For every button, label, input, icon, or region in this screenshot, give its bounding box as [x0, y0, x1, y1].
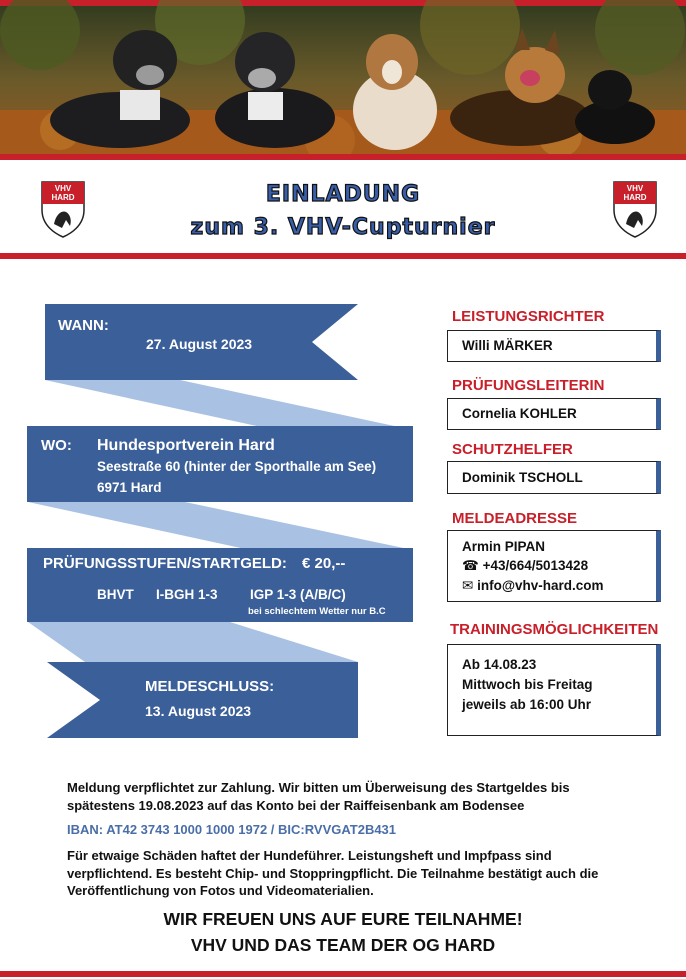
meldeschluss-value: 13. August 2023: [145, 703, 252, 719]
wann-label: WANN:: [58, 317, 109, 334]
training-line3: jeweils ab 16:00 Uhr: [462, 697, 592, 712]
meldeadresse-name: Armin PIPAN: [462, 539, 546, 554]
title-einladung: EINLADUNG: [265, 182, 421, 207]
leistungsrichter-box: [447, 330, 661, 362]
wo-label: WO:: [41, 437, 72, 454]
training-box: [447, 644, 661, 736]
crest-text-hard: HARD: [51, 193, 75, 202]
wo-line2: Seestraße 60 (hinter der Sporthalle am See): [97, 459, 377, 474]
meldeadresse-box: [447, 530, 661, 602]
pruefungsleiterin-value: Cornelia KOHLER: [462, 406, 577, 421]
schutzhelfer-box: [447, 461, 661, 494]
leistungsrichter-value: Willi MÄRKER: [462, 338, 553, 353]
stufe-igp: IGP 1-3 (A/B/C): [250, 587, 346, 602]
ribbon-connector-3: [28, 622, 358, 662]
meldeadresse-email[interactable]: info@vhv-hard.com: [477, 578, 604, 593]
meldeadresse-phone[interactable]: +43/664/5013428: [482, 558, 589, 573]
crest-text-vhv: VHV: [626, 184, 644, 193]
iban-line: IBAN: AT42 3743 1000 1000 1972 / BIC:RVVGAT2B431: [67, 822, 397, 837]
schutzhelfer-value: Dominik TSCHOLL: [462, 470, 583, 485]
crest-text-vhv: VHV: [54, 184, 72, 193]
mail-icon: ✉: [462, 578, 474, 593]
title-bottom-border: [0, 253, 686, 259]
header-photo: [0, 0, 686, 160]
payment-line2: spätestens 19.08.2023 auf das Konto bei der Raiffeisenbank am Bodensee: [67, 797, 525, 813]
schutzhelfer-heading: SCHUTZHELFER: [452, 441, 573, 458]
meldeschluss-label: MELDESCHLUSS:: [145, 678, 275, 695]
training-line2: Mittwoch bis Freitag: [462, 677, 593, 692]
ribbon-connector-1: [45, 380, 413, 430]
wann-value: 27. August 2023: [146, 336, 253, 352]
payment-line1: Meldung verpflichtet zur Zahlung. Wir bitten um Überweisung des Startgeldes bis: [67, 780, 570, 795]
stufe-ibgh: I-BGH 1-3: [156, 587, 218, 602]
closing-line2: VHV UND DAS TEAM DER OG HARD: [190, 935, 496, 955]
pruefungsleiterin-box: [447, 398, 661, 430]
page-bottom-border: [0, 971, 686, 977]
closing-line1: WIR FREUEN UNS AUF EURE TEILNAHME!: [163, 909, 523, 929]
dogs-photo-illustration: [0, 0, 686, 160]
payment-paragraph: [67, 779, 657, 814]
phone-icon: ☎: [462, 558, 479, 573]
ribbon-connector-2: [28, 502, 413, 550]
ribbon-meldeschluss: [47, 662, 358, 738]
liability-line3: Veröffentlichung von Fotos und Videomaterialien.: [67, 883, 374, 898]
stufen-price: € 20,--: [302, 555, 346, 572]
training-line1: Ab 14.08.23: [462, 657, 537, 672]
liability-line2: verpflichtend. Es besteht Chip- und Stoppringpflicht. Die Teilnahme bestätigt auch die: [67, 865, 599, 881]
liability-paragraph: [67, 847, 657, 900]
stufe-bhvt: BHVT: [97, 587, 134, 602]
stufe-note: bei schlechtem Wetter nur B.C: [248, 606, 386, 617]
liability-line1: Für etwaige Schäden haftet der Hundeführer. Leistungsheft und Impfpass sind: [67, 848, 552, 863]
training-heading: TRAININGSMÖGLICHKEITEN: [450, 621, 659, 638]
crest-text-hard: HARD: [623, 193, 647, 202]
title-band: [0, 160, 686, 260]
leistungsrichter-heading: LEISTUNGSRICHTER: [452, 308, 605, 325]
wo-line3: 6971 Hard: [97, 480, 162, 495]
pruefungsleiterin-heading: PRÜFUNGSLEITERIN: [452, 377, 605, 394]
wo-line1: Hundesportverein Hard: [97, 437, 275, 454]
stufen-label: PRÜFUNGSSTUFEN/STARTGELD:: [43, 555, 287, 572]
title-cupturnier: zum 3. VHV-Cupturnier: [190, 215, 496, 240]
meldeadresse-heading: MELDEADRESSE: [452, 510, 578, 527]
